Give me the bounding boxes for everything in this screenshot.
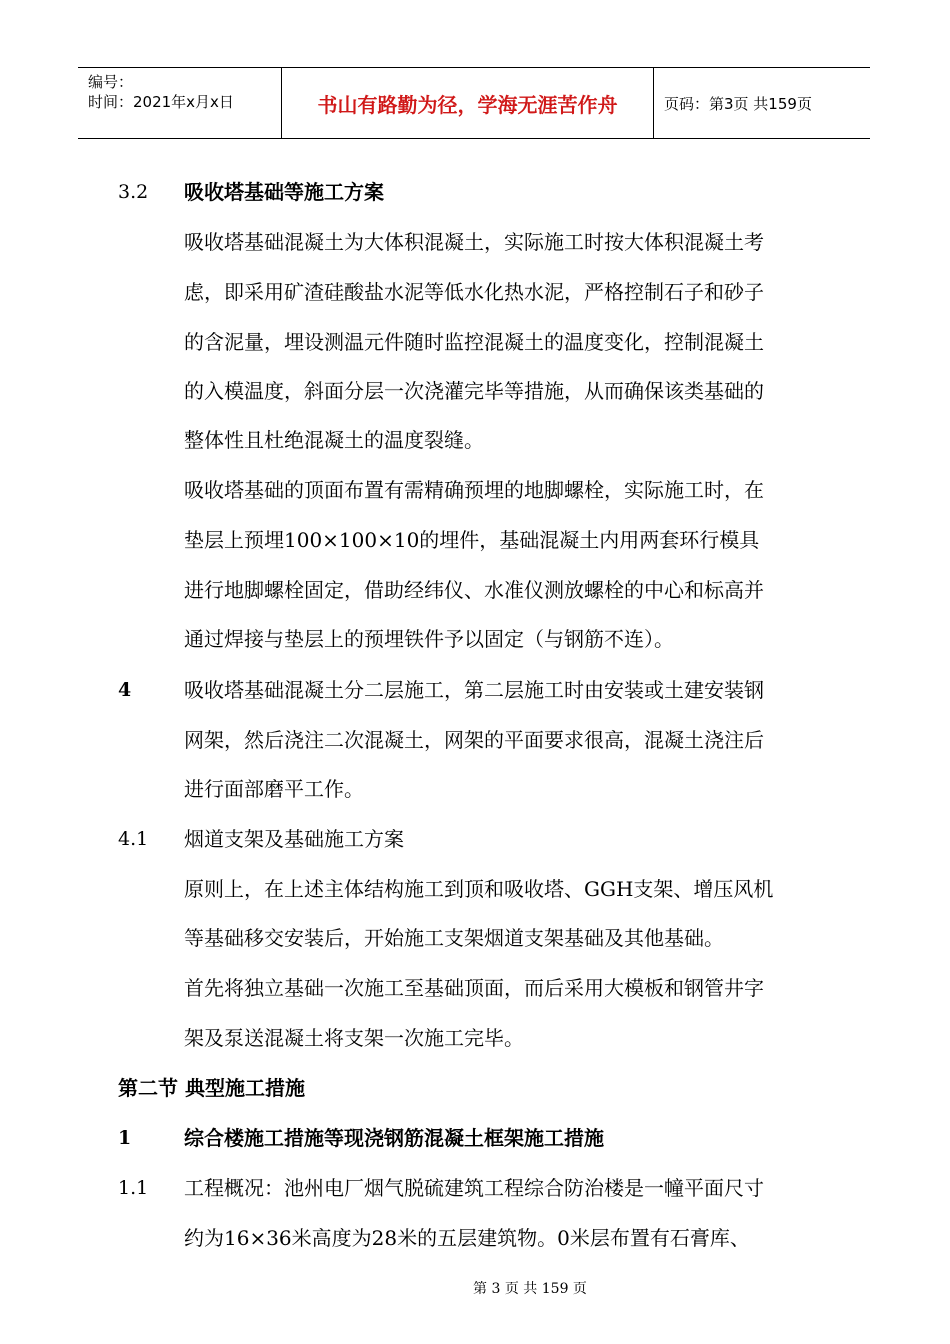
- paragraph-line: 网架，然后浇注二次混凝土，网架的平面要求很高，混凝土浇注后: [184, 728, 764, 752]
- header-time: 时间：2021年x月x日: [88, 93, 234, 111]
- section-number: 4: [118, 679, 132, 701]
- paragraph-line: 吸收塔基础混凝土分二层施工，第二层施工时由安装或土建安装钢: [184, 678, 764, 702]
- paragraph-line: 通过焊接与垫层上的预埋铁件予以固定（与钢筋不连）。: [184, 627, 674, 651]
- paragraph-line: 进行地脚螺栓固定，借助经纬仪、水准仪测放螺栓的中心和标高并: [184, 578, 764, 602]
- chapter-heading: 第二节 典型施工措施: [118, 1076, 305, 1100]
- paragraph-line: 原则上，在上述主体结构施工到顶和吸收塔、GGH支架、增压风机: [184, 877, 774, 901]
- paragraph-line: 的入模温度，斜面分层一次浇灌完毕等措施，从而确保该类基础的: [184, 379, 764, 403]
- header-number: 编号：: [88, 73, 134, 91]
- section-title: 综合楼施工措施等现浇钢筋混凝土框架施工措施: [184, 1126, 604, 1150]
- section-number: 3.2: [118, 181, 149, 203]
- header-meta: [78, 68, 282, 138]
- paragraph-line: 虑，即采用矿渣硅酸盐水泥等低水化热水泥，严格控制石子和砂子: [184, 280, 764, 304]
- section-title: 烟道支架及基础施工方案: [184, 827, 404, 851]
- paragraph-line: 吸收塔基础混凝土为大体积混凝土，实际施工时按大体积混凝土考: [184, 230, 764, 254]
- section-number: 4.1: [118, 828, 149, 850]
- page-header: [78, 67, 870, 139]
- section-title: 吸收塔基础等施工方案: [184, 180, 384, 204]
- paragraph-line: 进行面部磨平工作。: [184, 777, 364, 801]
- paragraph-line: 约为16×36米高度为28米的五层建筑物。0米层布置有石膏库、: [184, 1226, 750, 1250]
- paragraph-line: 工程概况：池州电厂烟气脱硫建筑工程综合防治楼是一幢平面尺寸: [184, 1176, 764, 1200]
- paragraph-line: 架及泵送混凝土将支架一次施工完毕。: [184, 1026, 524, 1050]
- paragraph-line: 等基础移交安装后，开始施工支架烟道支架基础及其他基础。: [184, 926, 724, 950]
- section-number: 1.1: [118, 1177, 149, 1199]
- header-page-info: 页码：第3页 共159页: [664, 94, 812, 113]
- paragraph-line: 垫层上预埋100×100×10的埋件，基础混凝土内用两套环行模具: [184, 528, 760, 552]
- header-motto: 书山有路勤为径，学海无涯苦作舟: [282, 68, 654, 138]
- paragraph-line: 吸收塔基础的顶面布置有需精确预埋的地脚螺栓，实际施工时，在: [184, 478, 764, 502]
- section-number: 1: [118, 1127, 132, 1149]
- paragraph-line: 首先将独立基础一次施工至基础顶面，而后采用大模板和钢管井字: [184, 976, 764, 1000]
- paragraph-line: 整体性且杜绝混凝土的温度裂缝。: [184, 428, 484, 452]
- page-footer: 第 3 页 共 159 页: [473, 1281, 587, 1297]
- paragraph-line: 的含泥量，埋设测温元件随时监控混凝土的温度变化，控制混凝土: [184, 330, 764, 354]
